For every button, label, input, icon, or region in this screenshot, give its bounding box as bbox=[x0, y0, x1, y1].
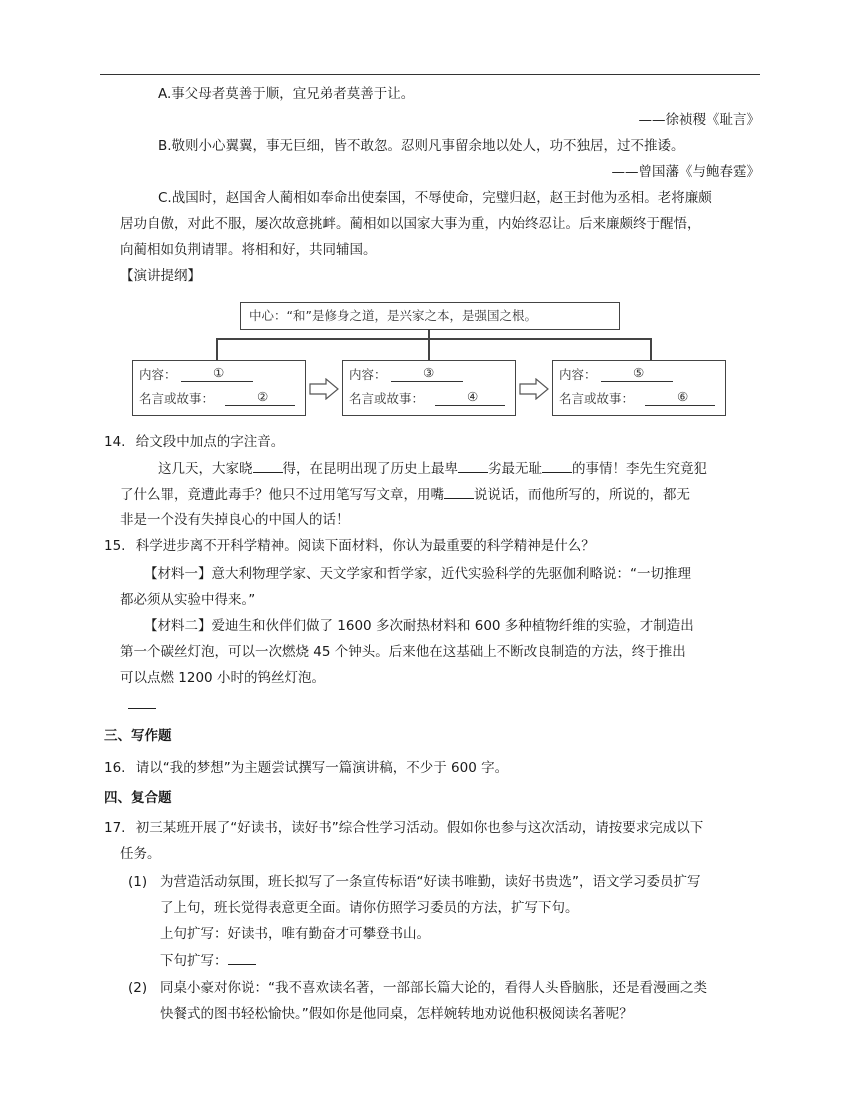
blank-bei[interactable] bbox=[458, 458, 488, 473]
question-16-prompt: 请以“我的梦想”为主题尝试撰写一篇演讲稿，不少于 600 字。 bbox=[135, 760, 509, 776]
q17-upper-expansion: 上句扩写：好读书，唯有勤奋才可攀登书山。 bbox=[160, 926, 430, 942]
material-1-line1: 【材料一】意大利物理学家、天文学家和哲学家，近代实验科学的先驱伽利略说：“一切推理 bbox=[144, 566, 691, 582]
option-a: A.事父母者莫善于顺，宜兄弟者莫善于让。 bbox=[158, 86, 415, 102]
center-text: 中心：“和”是修身之道，是兴家之本，是强国之根。 bbox=[249, 308, 537, 323]
content-label-3: 内容： bbox=[559, 367, 597, 382]
outline-heading: 【演讲提纲】 bbox=[120, 268, 201, 284]
mark-6: ⑥ bbox=[677, 389, 689, 404]
speech-outline-diagram bbox=[132, 294, 732, 418]
question-16 bbox=[104, 758, 508, 778]
q17-part2-line1: 同桌小豪对你说：“我不喜欢读名著，一部部长篇大论的，看得人头昏脑胀，还是看漫画之类 bbox=[160, 980, 707, 996]
question-17 bbox=[104, 818, 703, 838]
quote-label-1: 名言或故事： bbox=[139, 391, 215, 406]
section-3-title: 三、写作题 bbox=[104, 728, 172, 744]
blank-zui[interactable] bbox=[444, 484, 474, 499]
question-14-number: 14. bbox=[104, 434, 126, 450]
center-box bbox=[240, 302, 620, 330]
question-15-number: 15. bbox=[104, 538, 126, 554]
q17-part2-line2: 快餐式的图书轻松愉快。”假如你是他同桌，怎样婉转地劝说他积极阅读名著呢？ bbox=[160, 1006, 633, 1022]
mark-5: ⑤ bbox=[633, 365, 645, 380]
content-box-2 bbox=[342, 360, 516, 416]
question-14-prompt: 给文段中加点的字注音。 bbox=[135, 434, 285, 450]
material-2-line3: 可以点燃 1200 小时的钨丝灯泡。 bbox=[120, 670, 325, 686]
q14-passage-line3: 非是一个没有失掉良心的中国人的话！ bbox=[120, 512, 350, 528]
question-15-prompt: 科学进步离不开科学精神。阅读下面材料，你认为最重要的科学精神是什么？ bbox=[135, 538, 595, 554]
section-4-title: 四、复合题 bbox=[104, 790, 172, 806]
material-1-line2: 都必须从实验中得来。” bbox=[120, 592, 256, 608]
material-2-line1: 【材料二】爱迪生和伙伴们做了 1600 多次耐热材料和 600 多种植物纤维的实验，才制造出 bbox=[144, 618, 694, 634]
question-16-number: 16. bbox=[104, 760, 126, 776]
option-c-line1: C.战国时，赵国舍人蔺相如奉命出使秦国，不辱使命，完璧归赵，赵王封他为丞相。老将廉颇 bbox=[158, 190, 712, 206]
mark-3: ③ bbox=[423, 365, 435, 380]
mark-2: ② bbox=[257, 389, 269, 404]
answer-blank-15[interactable] bbox=[128, 694, 156, 709]
question-15 bbox=[104, 536, 595, 556]
content-box-3 bbox=[552, 360, 726, 416]
blank-xiao[interactable] bbox=[253, 458, 283, 473]
option-a-source: ——徐祯稷《耻言》 bbox=[638, 112, 760, 128]
question-17-prompt-line2: 任务。 bbox=[120, 846, 161, 862]
q14-passage-line2: 了什么罪，竟遭此毒手？他只不过用笔写写文章，用嘴 说说话，而他所写的，所说的，都无 bbox=[120, 484, 690, 505]
arrow-right-icon-2 bbox=[518, 378, 550, 400]
q17-part1-number: (1) bbox=[128, 874, 148, 890]
q14-passage-line1: 这几天，大家晓 得，在昆明出现了历史上最卑 劣最无耻 的事情！李先生究竟犯 bbox=[158, 458, 707, 479]
quote-label-2: 名言或故事： bbox=[349, 391, 425, 406]
option-c-line3: 向蔺相如负荆请罪。将相和好，共同辅国。 bbox=[120, 242, 377, 258]
content-label-1: 内容： bbox=[139, 367, 177, 382]
answer-blank-17-1[interactable] bbox=[228, 950, 256, 965]
mark-1: ① bbox=[213, 365, 225, 380]
top-divider bbox=[100, 74, 760, 75]
quote-label-3: 名言或故事： bbox=[559, 391, 635, 406]
option-b: B.敬则小心翼翼，事无巨细，皆不敢忽。忍则凡事留余地以处人，功不独居，过不推诿。 bbox=[158, 138, 685, 154]
arrow-right-icon-1 bbox=[308, 378, 340, 400]
q17-part1-line1: 为营造活动氛围，班长拟写了一条宣传标语“好读书唯勤，读好书贵选”，语文学习委员扩写 bbox=[160, 874, 701, 890]
q17-part2-number: (2) bbox=[128, 980, 148, 996]
question-14 bbox=[104, 432, 284, 452]
option-c-line2: 居功自傲，对此不服，屡次故意挑衅。蔺相如以国家大事为重，内始终忍让。后来廉颇终于醒悟， bbox=[120, 216, 701, 232]
content-box-1 bbox=[132, 360, 306, 416]
mark-4: ④ bbox=[467, 389, 479, 404]
q17-part1-line2: 了上句，班长觉得表意更全面。请你仿照学习委员的方法，扩写下句。 bbox=[160, 900, 579, 916]
content-label-2: 内容： bbox=[349, 367, 387, 382]
option-b-source: ——曾国藩《与鲍春霆》 bbox=[611, 164, 760, 180]
question-17-number: 17. bbox=[104, 820, 126, 836]
question-17-prompt-line1: 初三某班开展了“好读书，读好书”综合性学习活动。假如你也参与这次活动，请按要求完成以下 bbox=[135, 820, 704, 836]
q17-lower-expansion: 下句扩写： bbox=[160, 950, 256, 971]
material-2-line2: 第一个碳丝灯泡，可以一次燃烧 45 个钟头。后来他在这基础上不断改良制造的方法，终于推出 bbox=[120, 644, 686, 660]
blank-chi[interactable] bbox=[542, 458, 572, 473]
